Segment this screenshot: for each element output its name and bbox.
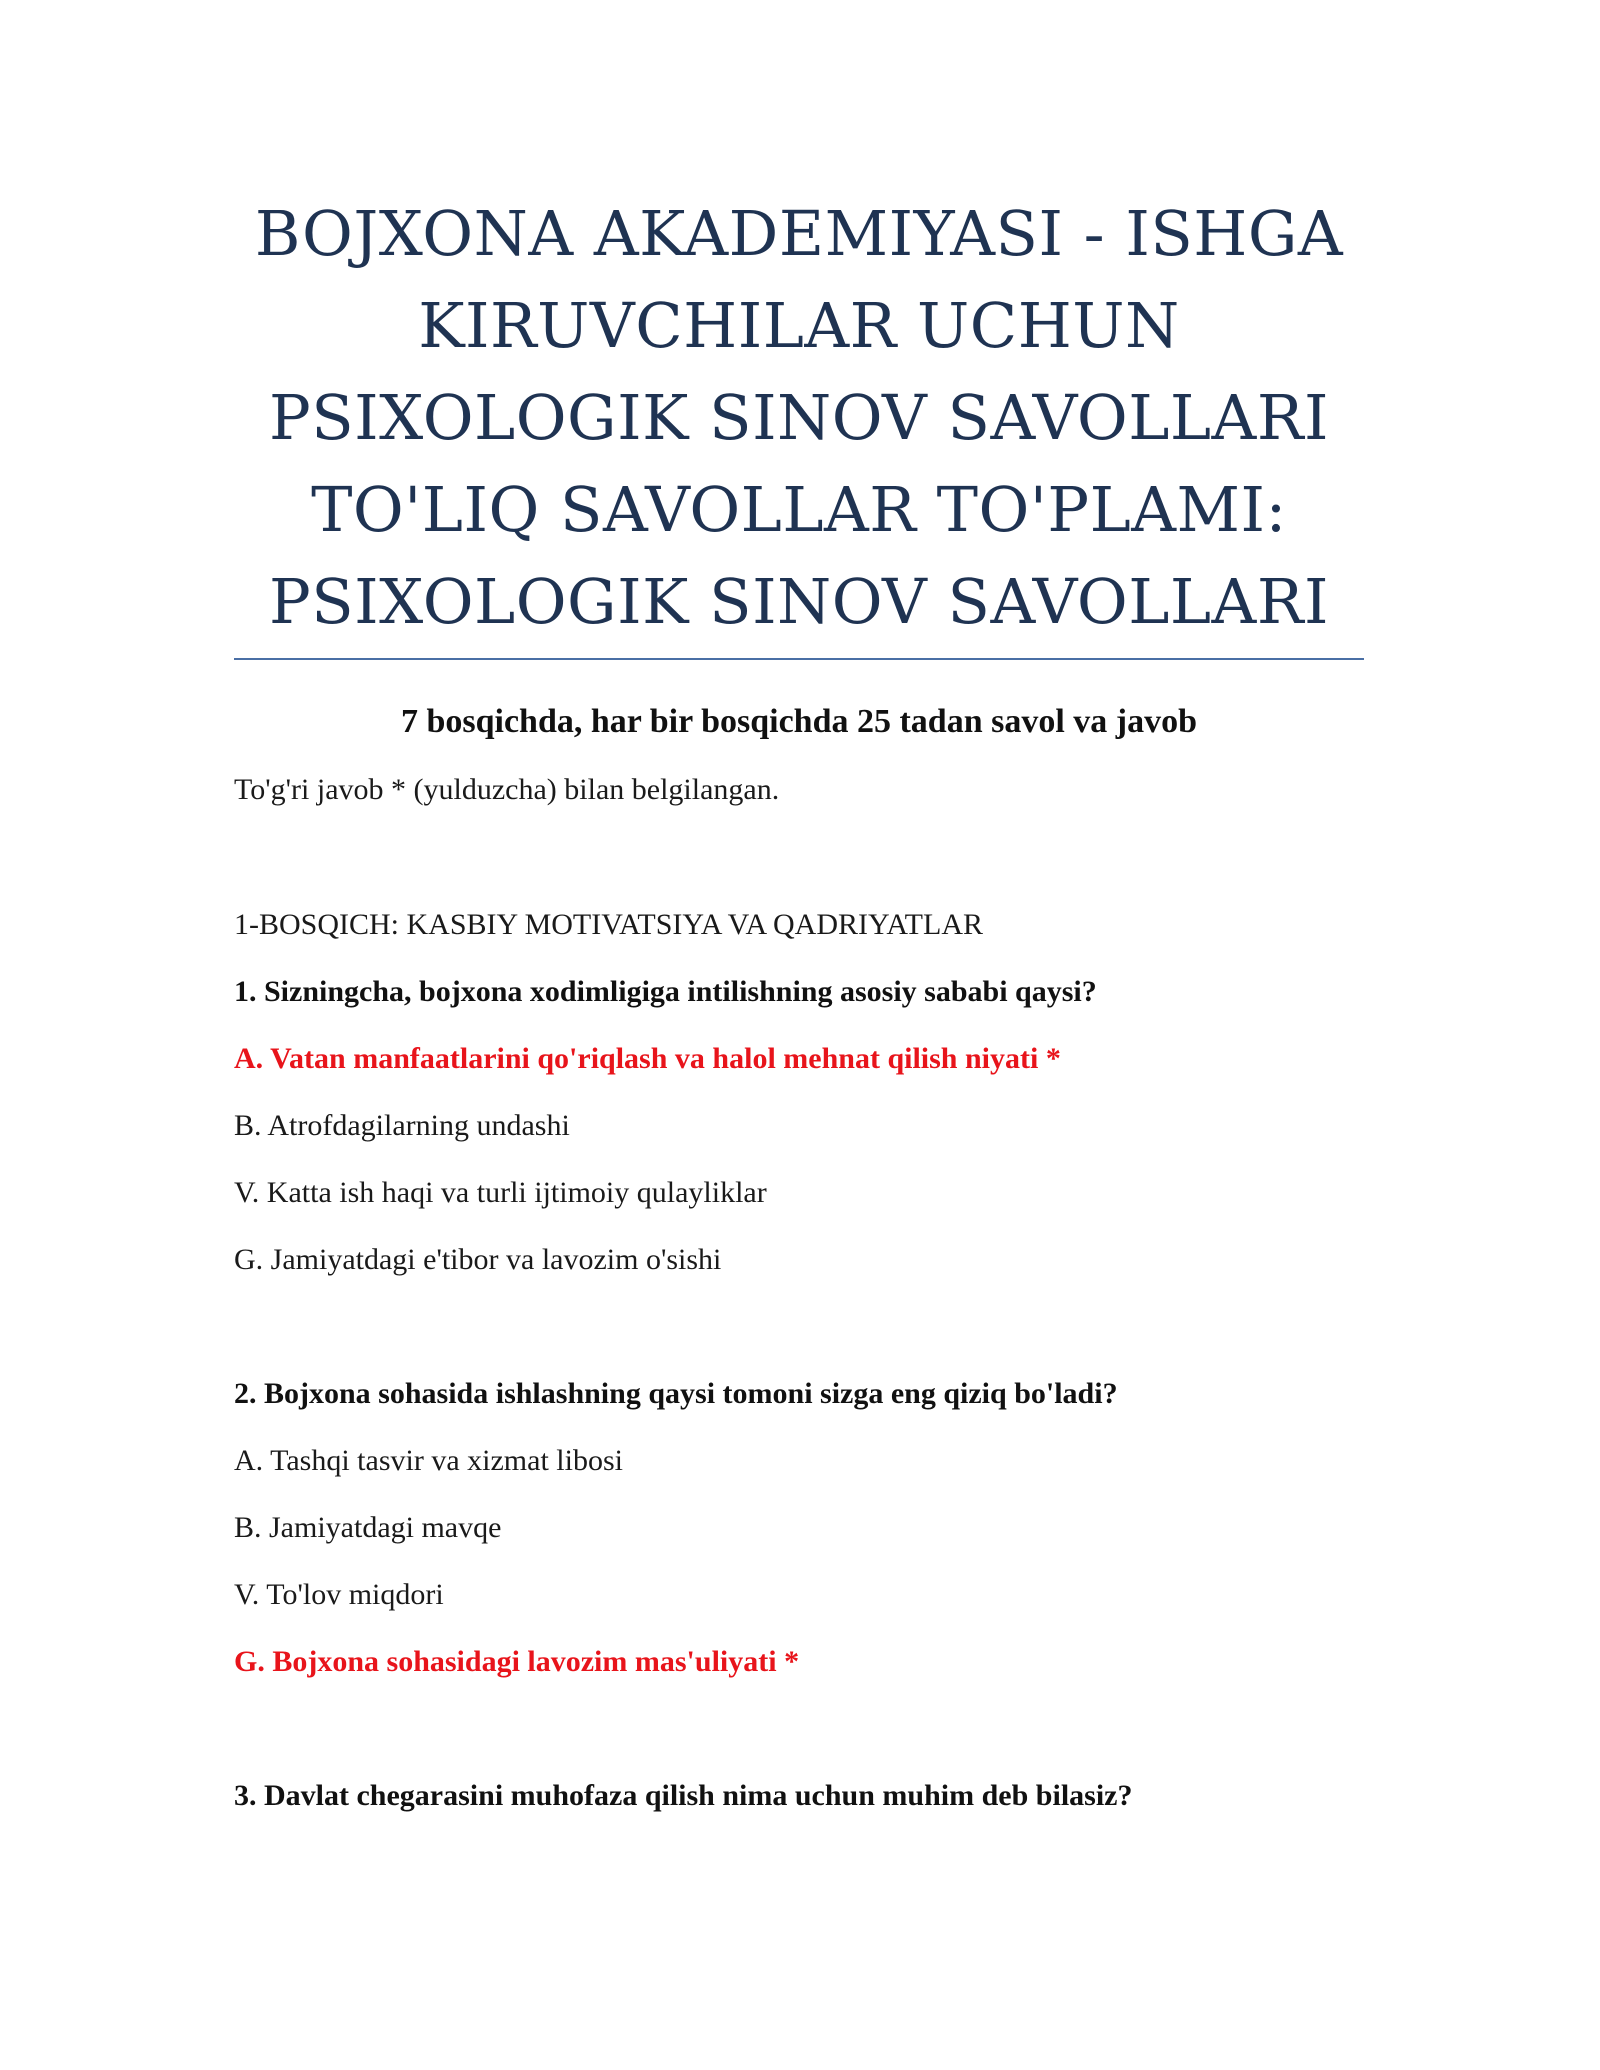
question-3: 3. Davlat chegarasini muhofaza qilish nima uchun muhim deb bilasiz? [234, 1779, 1133, 1812]
q2-option-g-correct: G. Bojxona sohasidagi lavozim mas'uliyati * [234, 1645, 800, 1678]
question-1: 1. Sizningcha, bojxona xodimligiga intilishning asosiy sababi qaysi? [234, 975, 1097, 1008]
document-subtitle: 7 bosqichda, har bir bosqichda 25 tadan savol va javob [400, 703, 1198, 740]
title-divider [234, 658, 1364, 660]
answer-key-note: To'g'ri javob * (yulduzcha) bilan belgilangan. [234, 773, 780, 806]
q1-option-a-correct: A. Vatan manfaatlarini qo'riqlash va halol mehnat qilish niyati * [234, 1042, 1061, 1075]
q1-option-g: G. Jamiyatdagi e'tibor va lavozim o'sishi [234, 1243, 722, 1276]
section-heading: 1-BOSQICH: KASBIY MOTIVATSIYA VA QADRIYATLAR [234, 908, 983, 941]
q2-option-a: A. Tashqi tasvir va xizmat libosi [234, 1444, 623, 1477]
q1-option-b: B. Atrofdagilarning undashi [234, 1109, 570, 1142]
document-title: BOJXONA AKADEMIYASI - ISHGA KIRUVCHILAR UCHUN PSIXOLOGIK SINOV SAVOLLARI TO'LIQ SAVOLLAR TO'PLAMI: PSIXOLOGIK SINOV SAVOLLARI [254, 197, 1344, 638]
q1-option-v: V. Katta ish haqi va turli ijtimoiy qulayliklar [234, 1176, 767, 1209]
question-2: 2. Bojxona sohasida ishlashning qaysi tomoni sizga eng qiziq bo'ladi? [234, 1377, 1118, 1410]
q2-option-b: B. Jamiyatdagi mavqe [234, 1511, 502, 1544]
q2-option-v: V. To'lov miqdori [234, 1578, 444, 1611]
